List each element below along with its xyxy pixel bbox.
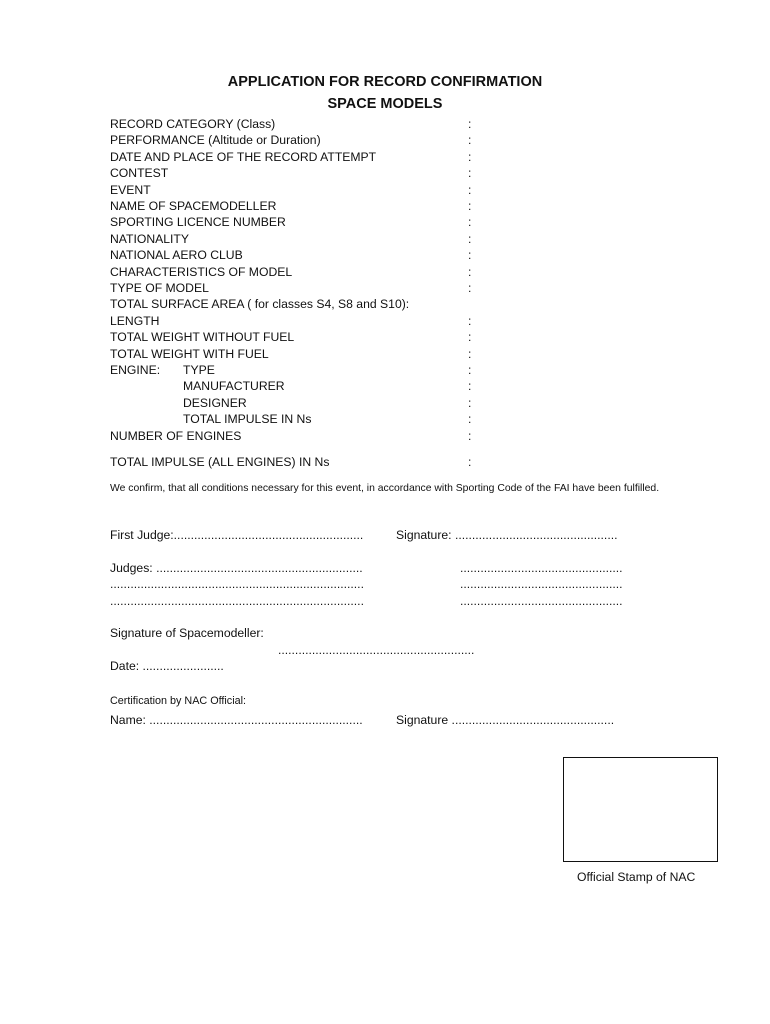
engine-item-label: TOTAL IMPULSE IN Ns: [183, 412, 312, 427]
judges-signature-2: ................................................: [460, 577, 623, 591]
field-row-colon: :: [468, 264, 472, 279]
field-row-label: TOTAL SURFACE AREA ( for classes S4, S8 and S10):: [110, 297, 410, 312]
judges-signature-3: ................................................: [460, 594, 623, 608]
field-row-colon: :: [468, 133, 472, 148]
nac-signature-line: Signature ................................................: [396, 713, 615, 727]
official-stamp-box: [563, 757, 718, 862]
judges-line-3: ...........................................................................: [110, 594, 364, 608]
engine-item-colon: :: [468, 363, 472, 377]
field-row-colon: :: [468, 117, 472, 131]
field-row-colon: :: [468, 199, 472, 213]
field-row-colon: :: [468, 182, 472, 197]
engine-item-label: DESIGNER: [183, 395, 247, 410]
engine-item-colon: :: [468, 379, 472, 394]
total-impulse-label: TOTAL IMPULSE (ALL ENGINES) IN Ns: [110, 455, 330, 469]
number-of-engines-colon: :: [468, 428, 472, 443]
field-row-label: EVENT: [110, 182, 151, 197]
spacemodeller-signature-line: ..........................................................: [278, 643, 475, 657]
field-row-label: NAME OF SPACEMODELLER: [110, 199, 277, 213]
field-row-colon: :: [468, 231, 472, 246]
field-row-label: NATIONALITY: [110, 231, 190, 246]
first-judge-signature: Signature: ................................................: [396, 528, 618, 542]
field-row-label: SPORTING LICENCE NUMBER: [110, 215, 286, 230]
nac-name-line: Name: ...............................................................: [110, 713, 363, 727]
engine-item-colon: :: [468, 412, 472, 427]
field-row-colon: :: [468, 346, 472, 361]
field-row-label: CONTEST: [110, 166, 169, 181]
engine-item-colon: :: [468, 395, 472, 410]
field-row-label: PERFORMANCE (Altitude or Duration): [110, 133, 321, 148]
field-row-label: TOTAL WEIGHT WITH FUEL: [110, 346, 269, 361]
field-row-label: TOTAL WEIGHT WITHOUT FUEL: [110, 330, 295, 345]
date-line: Date: ........................: [110, 659, 224, 673]
judges-line: Judges: .............................................................: [110, 561, 363, 575]
field-row-colon: :: [468, 166, 472, 181]
engine-label: ENGINE:: [110, 363, 161, 377]
judges-line-2: ...........................................................................: [110, 577, 364, 591]
field-row-colon: :: [468, 248, 472, 263]
page-title: APPLICATION FOR RECORD CONFIRMATION: [227, 74, 543, 90]
field-row-colon: :: [468, 215, 472, 230]
field-row-label: NATIONAL AERO CLUB: [110, 248, 243, 263]
field-row-colon: :: [468, 313, 472, 328]
field-row-label: CHARACTERISTICS OF MODEL: [110, 264, 293, 279]
engine-item-label: MANUFACTURER: [183, 379, 285, 394]
field-row-label: TYPE OF MODEL: [110, 281, 209, 295]
official-stamp-label: Official Stamp of NAC: [577, 870, 696, 884]
spacemodeller-signature-label: Signature of Spacemodeller:: [110, 626, 264, 640]
page-subtitle: SPACE MODELS: [327, 96, 443, 112]
total-impulse-colon: :: [468, 455, 472, 469]
engine-item-label: TYPE: [183, 363, 215, 377]
number-of-engines-label: NUMBER OF ENGINES: [110, 428, 242, 443]
first-judge-line: First Judge:........................................................: [110, 528, 364, 542]
confirmation-text: We confirm, that all conditions necessary for this event, in accordance with Sporting Code of the FAI have been fulfilled.: [110, 483, 660, 494]
field-row-colon: :: [468, 281, 472, 295]
field-row-colon: :: [468, 330, 472, 345]
field-row-label: LENGTH: [110, 313, 160, 328]
field-row-label: RECORD CATEGORY (Class): [110, 117, 276, 131]
field-row-colon: :: [468, 149, 472, 164]
nac-certification-label: Certification by NAC Official:: [110, 695, 247, 707]
field-row-label: DATE AND PLACE OF THE RECORD ATTEMPT: [110, 149, 377, 164]
judges-signature-1: ................................................: [460, 561, 623, 575]
